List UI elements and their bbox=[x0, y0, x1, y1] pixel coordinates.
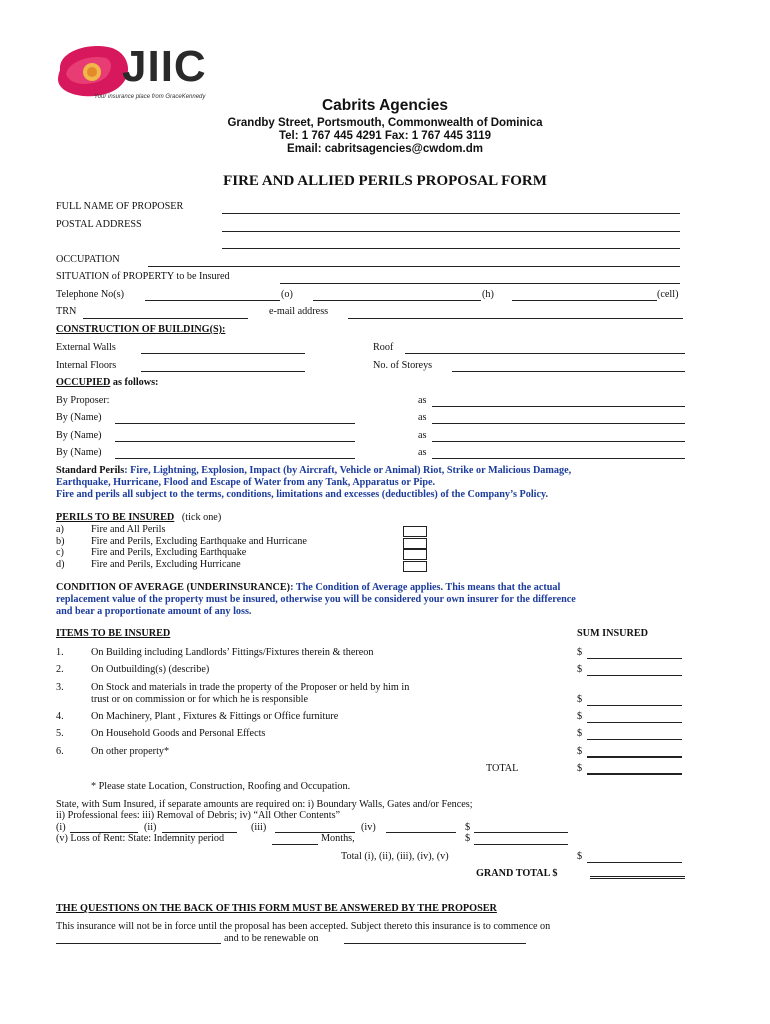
item-4-amount-field[interactable] bbox=[587, 722, 682, 723]
by-name-label-2: By (Name) bbox=[56, 430, 102, 441]
renewal-date-field[interactable] bbox=[344, 943, 526, 944]
item-5-number: 5. bbox=[56, 728, 64, 739]
by-name-field-3[interactable] bbox=[115, 458, 355, 459]
separate-v-currency: $ bbox=[465, 833, 471, 844]
telephone-cell-label: (cell) bbox=[657, 289, 679, 300]
item-6-currency: $ bbox=[577, 746, 583, 757]
by-name-label-3: By (Name) bbox=[56, 447, 102, 458]
as-label-4: as bbox=[418, 447, 427, 458]
separate-v-label: (v) Loss of Rent: State: Indemnity period bbox=[56, 833, 225, 844]
item-1-amount-field[interactable] bbox=[587, 658, 682, 659]
average-line-3: and bear a proportionate amount of any loss. bbox=[56, 606, 252, 617]
item-1-currency: $ bbox=[577, 647, 583, 658]
total-label: TOTAL bbox=[486, 763, 519, 774]
item-3-text: On Stock and materials in trade the property of the Proposer or held by him in bbox=[91, 682, 410, 693]
internal-floors-label: Internal Floors bbox=[56, 360, 117, 371]
by-name-field-1[interactable] bbox=[115, 423, 355, 424]
separate-total-field[interactable] bbox=[587, 862, 682, 863]
item-6-amount-field[interactable] bbox=[587, 756, 682, 758]
occupation-label: OCCUPATION bbox=[56, 254, 120, 265]
separate-iv-currency: $ bbox=[465, 822, 471, 833]
item-5-text: On Household Goods and Personal Effects bbox=[91, 728, 266, 739]
peril-option-a-letter: a) bbox=[56, 524, 64, 535]
separate-iv-label: (iv) bbox=[361, 822, 376, 833]
agency-email: Email: cabritsagencies@cwdom.dm bbox=[287, 143, 483, 155]
peril-option-c-text: Fire and Perils, Excluding Earthquake bbox=[91, 547, 247, 558]
full-name-field[interactable] bbox=[222, 213, 680, 214]
postal-address-field-2[interactable] bbox=[222, 248, 680, 249]
peril-option-b-letter: b) bbox=[56, 536, 65, 547]
separate-total-currency: $ bbox=[577, 851, 583, 862]
email-label: e-mail address bbox=[269, 306, 329, 317]
separate-ii-label: (ii) bbox=[144, 822, 157, 833]
roof-label: Roof bbox=[373, 342, 394, 353]
average-line-2: replacement value of the property must be insured, otherwise you will be considered your own insurer for the difference bbox=[56, 594, 576, 605]
telephone-office-field[interactable] bbox=[145, 300, 280, 301]
peril-option-c-checkbox[interactable] bbox=[403, 549, 427, 560]
peril-option-d-letter: d) bbox=[56, 559, 65, 570]
email-field[interactable] bbox=[348, 318, 683, 319]
situation-label: SITUATION of PROPERTY to be Insured bbox=[56, 271, 230, 282]
separate-line-1: State, with Sum Insured, if separate amounts are required on: i) Boundary Walls, Gates and/or Fences; bbox=[56, 799, 473, 810]
standard-perils-line-3: Fire and perils all subject to the terms, conditions, limitations and excesses (deductibles) of the Company’s Policy. bbox=[56, 489, 549, 500]
occupied-heading: OCCUPIED as follows: bbox=[56, 377, 159, 388]
logo-brand: JIIC bbox=[122, 42, 207, 91]
agency-name: Cabrits Agencies bbox=[321, 97, 449, 114]
item-1-text: On Building including Landlords’ Fittings/Fixtures therein & thereon bbox=[91, 647, 374, 658]
agency-phone: Tel: 1 767 445 4291 Fax: 1 767 445 3119 bbox=[278, 130, 492, 142]
as-field-3[interactable] bbox=[432, 441, 685, 442]
separate-iv-field[interactable] bbox=[386, 832, 456, 833]
grand-total-field[interactable] bbox=[590, 876, 685, 879]
total-currency: $ bbox=[577, 763, 583, 774]
form-title: FIRE AND ALLIED PERILS PROPOSAL FORM bbox=[223, 173, 547, 189]
separate-v-amount-field[interactable] bbox=[474, 844, 568, 845]
perils-insured-heading: PERILS TO BE INSURED (tick one) bbox=[56, 512, 222, 523]
item-2-text: On Outbuilding(s) (describe) bbox=[91, 664, 210, 675]
separate-i-label: (i) bbox=[56, 822, 66, 833]
internal-floors-field[interactable] bbox=[141, 371, 305, 372]
external-walls-field[interactable] bbox=[141, 353, 305, 354]
logo-tagline: Your insurance place from GraceKennedy bbox=[94, 94, 206, 100]
standard-perils-line-2: Earthquake, Hurricane, Flood and Escape of Water from any Tank, Apparatus or Pipe. bbox=[56, 477, 436, 488]
peril-option-c-letter: c) bbox=[56, 547, 64, 558]
as-label-1: as bbox=[418, 395, 427, 406]
storeys-label: No. of Storeys bbox=[373, 360, 433, 371]
item-2-currency: $ bbox=[577, 664, 583, 675]
item-3-amount-field[interactable] bbox=[587, 705, 682, 706]
peril-option-a-text: Fire and All Perils bbox=[91, 524, 166, 535]
average-line-1: CONDITION OF AVERAGE (UNDERINSURANCE): The Condition of Average applies. This means that the actual bbox=[56, 582, 561, 593]
months-label: Months, bbox=[321, 833, 355, 844]
as-field-2[interactable] bbox=[432, 423, 685, 424]
by-proposer-label: By Proposer: bbox=[56, 395, 110, 406]
item-2-amount-field[interactable] bbox=[587, 675, 682, 676]
commence-date-field[interactable] bbox=[56, 943, 221, 944]
items-heading: ITEMS TO BE INSURED bbox=[56, 628, 171, 639]
situation-field[interactable] bbox=[280, 283, 680, 284]
external-walls-label: External Walls bbox=[56, 342, 116, 353]
total-amount-field[interactable] bbox=[587, 773, 682, 775]
telephone-cell-field[interactable] bbox=[512, 300, 657, 301]
telephone-office-label: (o) bbox=[281, 289, 293, 300]
separate-total-label: Total (i), (ii), (iii), (iv), (v) bbox=[341, 851, 449, 862]
separate-iii-label: (iii) bbox=[251, 822, 267, 833]
occupation-field[interactable] bbox=[148, 266, 680, 267]
by-name-label-1: By (Name) bbox=[56, 412, 102, 423]
roof-field[interactable] bbox=[405, 353, 685, 354]
construction-heading: CONSTRUCTION OF BUILDING(S): bbox=[56, 324, 226, 335]
grand-total-label: GRAND TOTAL $ bbox=[476, 868, 558, 879]
item-2-number: 2. bbox=[56, 664, 64, 675]
peril-option-b-checkbox[interactable] bbox=[403, 538, 427, 549]
item-3-text-2: trust or on commission or for which he is responsible bbox=[91, 694, 309, 705]
postal-address-label: POSTAL ADDRESS bbox=[56, 219, 142, 230]
standard-perils-line-1: Standard Perils: Fire, Lightning, Explosion, Impact (by Aircraft, Vehicle or Animal) Riot, Strike or Malicious Damage, bbox=[56, 465, 572, 476]
peril-option-d-text: Fire and Perils, Excluding Hurricane bbox=[91, 559, 241, 570]
trn-field[interactable] bbox=[83, 318, 248, 319]
peril-option-d-checkbox[interactable] bbox=[403, 561, 427, 572]
items-footnote: * Please state Location, Construction, Roofing and Occupation. bbox=[91, 781, 351, 792]
item-5-currency: $ bbox=[577, 728, 583, 739]
item-6-number: 6. bbox=[56, 746, 64, 757]
telephone-home-field[interactable] bbox=[313, 300, 481, 301]
storeys-field[interactable] bbox=[452, 371, 685, 372]
item-3-number: 3. bbox=[56, 682, 64, 693]
telephone-label: Telephone No(s) bbox=[56, 289, 125, 300]
peril-option-a-checkbox[interactable] bbox=[403, 526, 427, 537]
item-1-number: 1. bbox=[56, 647, 64, 658]
sum-insured-heading: SUM INSURED bbox=[577, 628, 649, 639]
as-label-3: as bbox=[418, 430, 427, 441]
item-6-text: On other property* bbox=[91, 746, 170, 757]
as-label-2: as bbox=[418, 412, 427, 423]
agency-address: Grandby Street, Portsmouth, Commonwealth of Dominica bbox=[227, 117, 543, 129]
item-5-amount-field[interactable] bbox=[587, 739, 682, 740]
peril-option-b-text: Fire and Perils, Excluding Earthquake and Hurricane bbox=[91, 536, 307, 547]
item-4-number: 4. bbox=[56, 711, 64, 722]
indemnity-period-field[interactable] bbox=[272, 844, 318, 845]
as-field-4[interactable] bbox=[432, 458, 685, 459]
questions-back-notice: THE QUESTIONS ON THE BACK OF THIS FORM MUST BE ANSWERED BY THE PROPOSER bbox=[56, 903, 497, 914]
postal-address-field-1[interactable] bbox=[222, 231, 680, 232]
separate-iv-amount-field[interactable] bbox=[474, 832, 568, 833]
renewable-label: and to be renewable on bbox=[224, 933, 319, 944]
item-4-currency: $ bbox=[577, 711, 583, 722]
full-name-label: FULL NAME OF PROPOSER bbox=[56, 201, 184, 212]
by-name-field-2[interactable] bbox=[115, 441, 355, 442]
item-3-currency: $ bbox=[577, 694, 583, 705]
as-field-1[interactable] bbox=[432, 406, 685, 407]
item-4-text: On Machinery, Plant , Fixtures & Fittings or Office furniture bbox=[91, 711, 339, 722]
force-line-1: This insurance will not be in force until the proposal has been accepted. Subject thereto this insurance is to commence on bbox=[56, 921, 551, 932]
separate-line-2: ii) Professional fees: iii) Removal of Debris; iv) “All Other Contents” bbox=[56, 810, 341, 821]
telephone-home-label: (h) bbox=[482, 289, 494, 300]
trn-label: TRN bbox=[56, 306, 77, 317]
